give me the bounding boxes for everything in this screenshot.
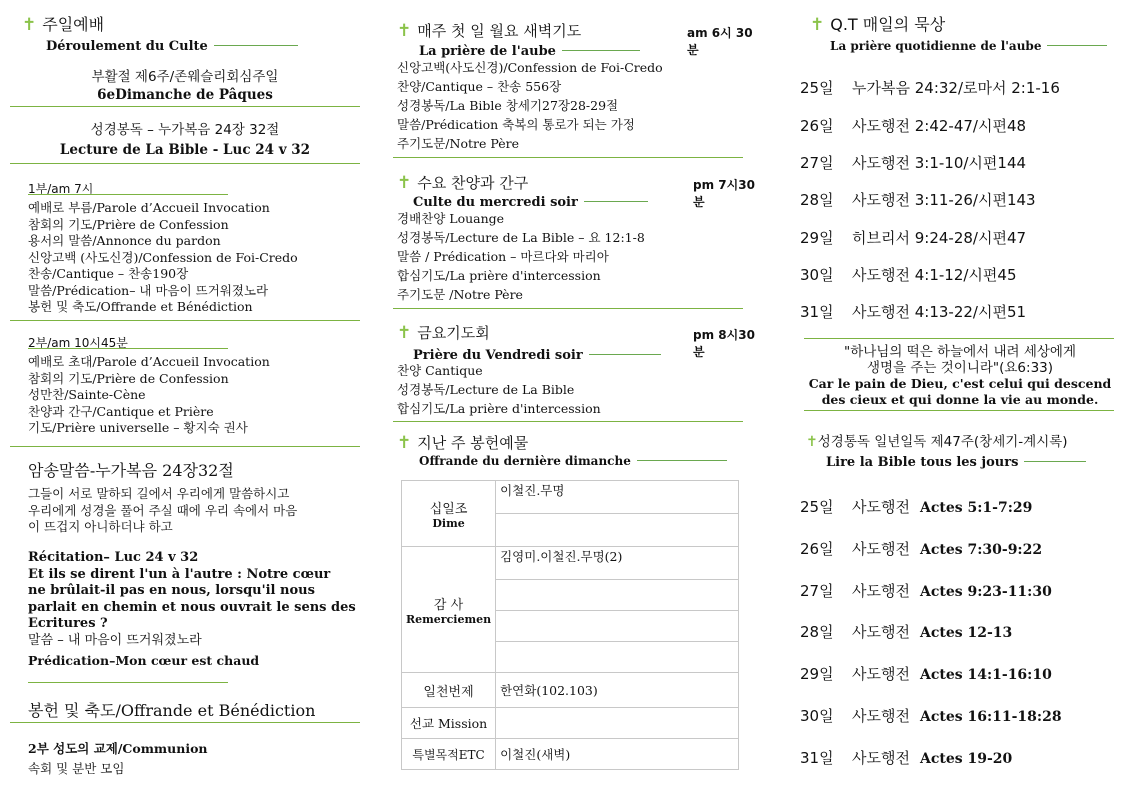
service2-item: 기도/Prière universelle – 황지숙 권사 (28, 420, 248, 435)
culte-title-fr: Déroulement du Culte (46, 39, 208, 54)
divider (28, 682, 228, 683)
divider (10, 722, 360, 723)
divider (562, 50, 640, 51)
thanks-label (402, 547, 496, 673)
cross-icon: ✝ (397, 323, 412, 343)
qt-day: 31일 (800, 303, 834, 321)
communion: 2부 성도의 교제/Communion (28, 741, 208, 756)
dawn-item: 주기도문/Notre Père (397, 136, 519, 151)
bible-book-ko: 사도행전 (852, 540, 910, 558)
offerings-subtitle (419, 450, 763, 469)
dawn-item: 찬양/Cantique – 찬송 556장 (397, 79, 562, 94)
closing-block (28, 739, 360, 779)
bible-ref: Actes 19-20 (919, 751, 1013, 767)
divider (10, 446, 360, 447)
special-label: 특별목적ETC (402, 739, 496, 770)
bible-day: 27일 (800, 582, 834, 600)
qt-day: 26일 (800, 117, 834, 135)
meditation-column (790, 0, 1130, 802)
wednesday-item: 합심기도/La prière d'intercession (397, 268, 601, 283)
tithe-label-ko: 십일조 (429, 501, 468, 517)
qt-row (800, 227, 1026, 248)
service1-item: 용서의 말씀/Annonce du pardon (28, 233, 221, 248)
thanks-value (496, 580, 739, 611)
dawn-list (397, 58, 763, 153)
bible-ref: Actes 5:1-7:29 (919, 500, 1033, 516)
qt-row (800, 77, 1060, 98)
culte-header (22, 12, 360, 35)
recitation-line: Et ils se dirent l'un à l'autre : Notre cœur (28, 566, 331, 582)
wednesday-item: 성경봉독/Lecture de La Bible – 요 12:1-8 (397, 230, 645, 245)
mission-value (496, 708, 739, 739)
cross-icon: ✝ (397, 433, 412, 453)
service2-item: 찬양과 간구/Cantique et Prière (28, 403, 214, 419)
thanks-value: 김영미.이철진.무명(2) (496, 547, 739, 580)
verse-block (790, 344, 1130, 408)
qt-row (800, 264, 1017, 285)
wednesday-item: 주기도문 /Notre Père (397, 287, 523, 302)
bible-ref: Actes 14:1-16:10 (919, 667, 1052, 683)
qt-day: 29일 (800, 229, 834, 247)
sunday-block (10, 68, 360, 104)
qt-day: 28일 (800, 191, 834, 209)
wednesday-list (397, 209, 763, 304)
bible-year-header (806, 430, 1130, 450)
bible-day: 25일 (800, 498, 834, 516)
special-value: 이철진(새벽) (496, 739, 739, 770)
divider (10, 163, 360, 164)
divider (804, 338, 1114, 339)
qt-text: 사도행전 3:11-26/시편143 (852, 191, 1036, 209)
table-row (402, 673, 739, 708)
divider (28, 348, 228, 349)
friday-item: 합심기도/La prière d'intercession (397, 401, 601, 416)
dawn-subtitle (419, 40, 763, 59)
recitation-block (28, 550, 360, 670)
service1-item: 말씀/Prédication– 내 마음이 뜨거워졌노라 (28, 282, 269, 298)
offerings-table-wrap (401, 480, 763, 770)
sunday-ko: 부활절 제6주/존웨슬리회심주일 (91, 69, 279, 85)
thanks-value (496, 642, 739, 673)
divider (10, 106, 360, 107)
memory-ko-block (28, 486, 368, 536)
service2-label: 2부/am 10시45분 (28, 336, 128, 350)
table-row (402, 481, 739, 514)
bible-year-row (800, 580, 1052, 601)
dawn-time: am 6시 30분 (687, 26, 753, 57)
qt-text: 누가복음 24:32/로마서 2:1-16 (852, 79, 1060, 97)
divider (804, 410, 1114, 411)
cross-icon: ✝ (397, 173, 412, 193)
friday-title-ko: 금요기도회 (417, 324, 490, 342)
bible-day: 29일 (800, 665, 834, 683)
verse-fr: Car le pain de Dieu, c'est celui qui descend (808, 376, 1112, 391)
service1-item: 봉헌 및 축도/Offrande et Bénédiction (28, 299, 253, 314)
service1-item: 찬송/Cantique – 찬송190장 (28, 266, 189, 281)
qt-text: 히브리서 9:24-28/시편47 (852, 229, 1027, 247)
divider (393, 308, 743, 309)
cross-icon: ✝ (806, 434, 818, 450)
table-row (402, 739, 739, 770)
bible-year-row (800, 705, 1062, 726)
cross-icon: ✝ (22, 15, 37, 35)
bible-day: 31일 (800, 749, 834, 767)
qt-day: 27일 (800, 154, 834, 172)
divider (10, 320, 360, 321)
divider (584, 201, 648, 202)
friday-title-fr: Prière du Vendredi soir (413, 348, 583, 363)
tithe-value (496, 514, 739, 547)
qt-header (810, 12, 1130, 35)
wednesday-subtitle (413, 191, 763, 210)
divider (393, 421, 743, 422)
cross-icon: ✝ (810, 15, 825, 35)
wednesday-item: 경배찬양 Louange (397, 211, 505, 226)
bible-year-title-fr: Lire la Bible tous les jours (826, 455, 1019, 470)
friday-item: 성경봉독/Lecture de La Bible (397, 382, 575, 397)
recitation-line: ne brûlait-il pas en nous, lorsqu'il nous (28, 583, 315, 598)
memory-title: 암송말씀-누가복음 24장32절 (28, 461, 234, 480)
friday-list (397, 361, 763, 418)
qt-title-ko: Q.T 매일의 묵상 (830, 15, 946, 34)
bible-book-ko: 사도행전 (852, 749, 910, 767)
prayer-column (393, 0, 763, 802)
wednesday-item: 말씀 / Prédication – 마르다와 마리아 (397, 249, 609, 264)
thanks-label-ko: 감 사 (433, 597, 464, 613)
qt-title-fr: La prière quotidienne de l'aube (830, 39, 1042, 53)
tithe-label-fr: Dime (432, 516, 465, 530)
sermon-ko: 말씀 – 내 마음이 뜨거워졌노라 (28, 632, 202, 648)
qt-row (800, 152, 1026, 173)
memory-line: 그들이 서로 말하되 길에서 우리에게 말씀하시고 (28, 486, 290, 501)
service1-label: 1부/am 7시 (28, 182, 94, 196)
service1-list (28, 200, 360, 316)
bible-book-ko: 사도행전 (852, 498, 910, 516)
culte-subtitle (46, 35, 360, 54)
wednesday-time: pm 7시30분 (693, 178, 755, 209)
culte-column (10, 0, 360, 802)
thanks-label-fr: Remerciemen (406, 612, 492, 626)
reading-ko: 성경봉독 – 누가복음 24장 32절 (90, 122, 280, 138)
qt-row (800, 115, 1026, 136)
service2-list (28, 354, 360, 437)
tithe-value: 이철진.무명 (496, 481, 739, 514)
wednesday-title-fr: Culte du mercredi soir (413, 195, 578, 210)
verse-fr: des cieux et qui donne la vie au monde. (821, 392, 1099, 407)
qt-row (800, 189, 1036, 210)
sunday-fr: 6eDimanche de Pâques (97, 87, 273, 103)
tithe-label (402, 481, 496, 547)
memory-line: 이 뜨겁지 아니하더냐 하고 (28, 519, 173, 534)
recitation-line: parlait en chemin et nous ouvrait le sens des (28, 599, 356, 615)
building-label: 일천번제 (402, 673, 496, 708)
dawn-title-fr: La prière de l'aube (419, 44, 556, 59)
qt-text: 사도행전 4:13-22/시편51 (852, 303, 1027, 321)
divider (214, 45, 298, 46)
bible-ref: Actes 16:11-18:28 (919, 709, 1062, 725)
divider (1047, 45, 1107, 46)
bible-book-ko: 사도행전 (852, 582, 910, 600)
verse-ko: 생명을 주는 것이니라"(요6:33) (866, 360, 1054, 376)
mission-label: 선교 Mission (402, 708, 496, 739)
culte-title-ko: 주일예배 (42, 15, 105, 34)
bible-year-row (800, 663, 1052, 684)
meetings: 속회 및 분반 모임 (28, 761, 125, 776)
verse-ko: "하나님의 떡은 하늘에서 내려 세상에게 (843, 344, 1077, 360)
bible-day: 28일 (800, 623, 834, 641)
divider (28, 194, 228, 195)
memory-line: 우리에게 성경을 풀어 주실 때에 우리 속에서 마음 (28, 502, 298, 518)
recitation-line: Ecritures ? (28, 616, 108, 631)
offerings-title-ko: 지난 주 봉헌예물 (417, 434, 529, 452)
bible-day: 26일 (800, 540, 834, 558)
offering-line: 봉헌 및 축도/Offrande et Bénédiction (28, 701, 316, 720)
bible-year-subtitle (826, 451, 1130, 470)
bible-day: 30일 (800, 707, 834, 725)
bible-ref: Actes 9:23-11:30 (919, 584, 1052, 600)
bible-year-title-ko: 성경통독 일년일독 제47주(창세기-계시록) (817, 434, 1068, 450)
dawn-title-ko: 매주 첫 일 월요 새벽기도 (417, 22, 582, 40)
bible-book-ko: 사도행전 (852, 665, 910, 683)
table-row (402, 547, 739, 580)
thanks-value (496, 611, 739, 642)
qt-text: 사도행전 4:1-12/시편45 (852, 266, 1017, 284)
bible-year-row (800, 496, 1032, 517)
offerings-table (401, 480, 739, 770)
service1-item: 신앙고백 (사도신경)/Confession de Foi-Credo (28, 249, 298, 265)
qt-text: 사도행전 3:1-10/시편144 (852, 154, 1027, 172)
dawn-item: 신앙고백(사도신경)/Confession de Foi-Credo (397, 60, 663, 75)
qt-subtitle (830, 35, 1130, 54)
qt-text: 사도행전 2:42-47/시편48 (852, 117, 1027, 135)
bible-year-row (800, 747, 1012, 768)
table-row (402, 708, 739, 739)
bible-ref: Actes 12-13 (919, 625, 1013, 641)
divider (589, 354, 661, 355)
service1-item: 참회의 기도/Prière de Confession (28, 216, 229, 232)
cross-icon: ✝ (397, 21, 412, 41)
qt-row (800, 301, 1026, 322)
service2-item: 성만찬/Sainte-Cène (28, 387, 146, 402)
qt-day: 30일 (800, 266, 834, 284)
bible-year-row (800, 621, 1012, 642)
divider (1024, 461, 1086, 462)
friday-item: 찬양 Cantique (397, 363, 483, 378)
bible-book-ko: 사도행전 (852, 623, 910, 641)
divider (637, 460, 727, 461)
service1-item: 예배로 부름/Parole d’Accueil Invocation (28, 200, 270, 215)
service2-item: 예배로 초대/Parole d’Accueil Invocation (28, 354, 270, 369)
recitation-title: Récitation– Luc 24 v 32 (28, 550, 199, 565)
wednesday-title-ko: 수요 찬양과 간구 (417, 174, 529, 192)
bible-ref: Actes 7:30-9:22 (919, 542, 1043, 558)
divider (393, 157, 743, 158)
service2-item: 참회의 기도/Prière de Confession (28, 370, 229, 386)
bible-book-ko: 사도행전 (852, 707, 910, 725)
dawn-item: 성경봉독/La Bible 창세기27장28-29절 (397, 98, 619, 113)
dawn-item: 말씀/Prédication 축복의 통로가 되는 가정 (397, 117, 635, 132)
offerings-title-fr: Offrande du dernière dimanche (419, 454, 631, 468)
reading-fr: Lecture de La Bible - Luc 24 v 32 (59, 142, 311, 158)
qt-day: 25일 (800, 79, 834, 97)
friday-time: pm 8시30분 (693, 328, 755, 359)
building-value: 한연화(102.103) (496, 673, 739, 708)
bible-year-row (800, 538, 1042, 559)
sermon-fr: Prédication–Mon cœur est chaud (28, 653, 260, 668)
reading-block (10, 120, 360, 160)
